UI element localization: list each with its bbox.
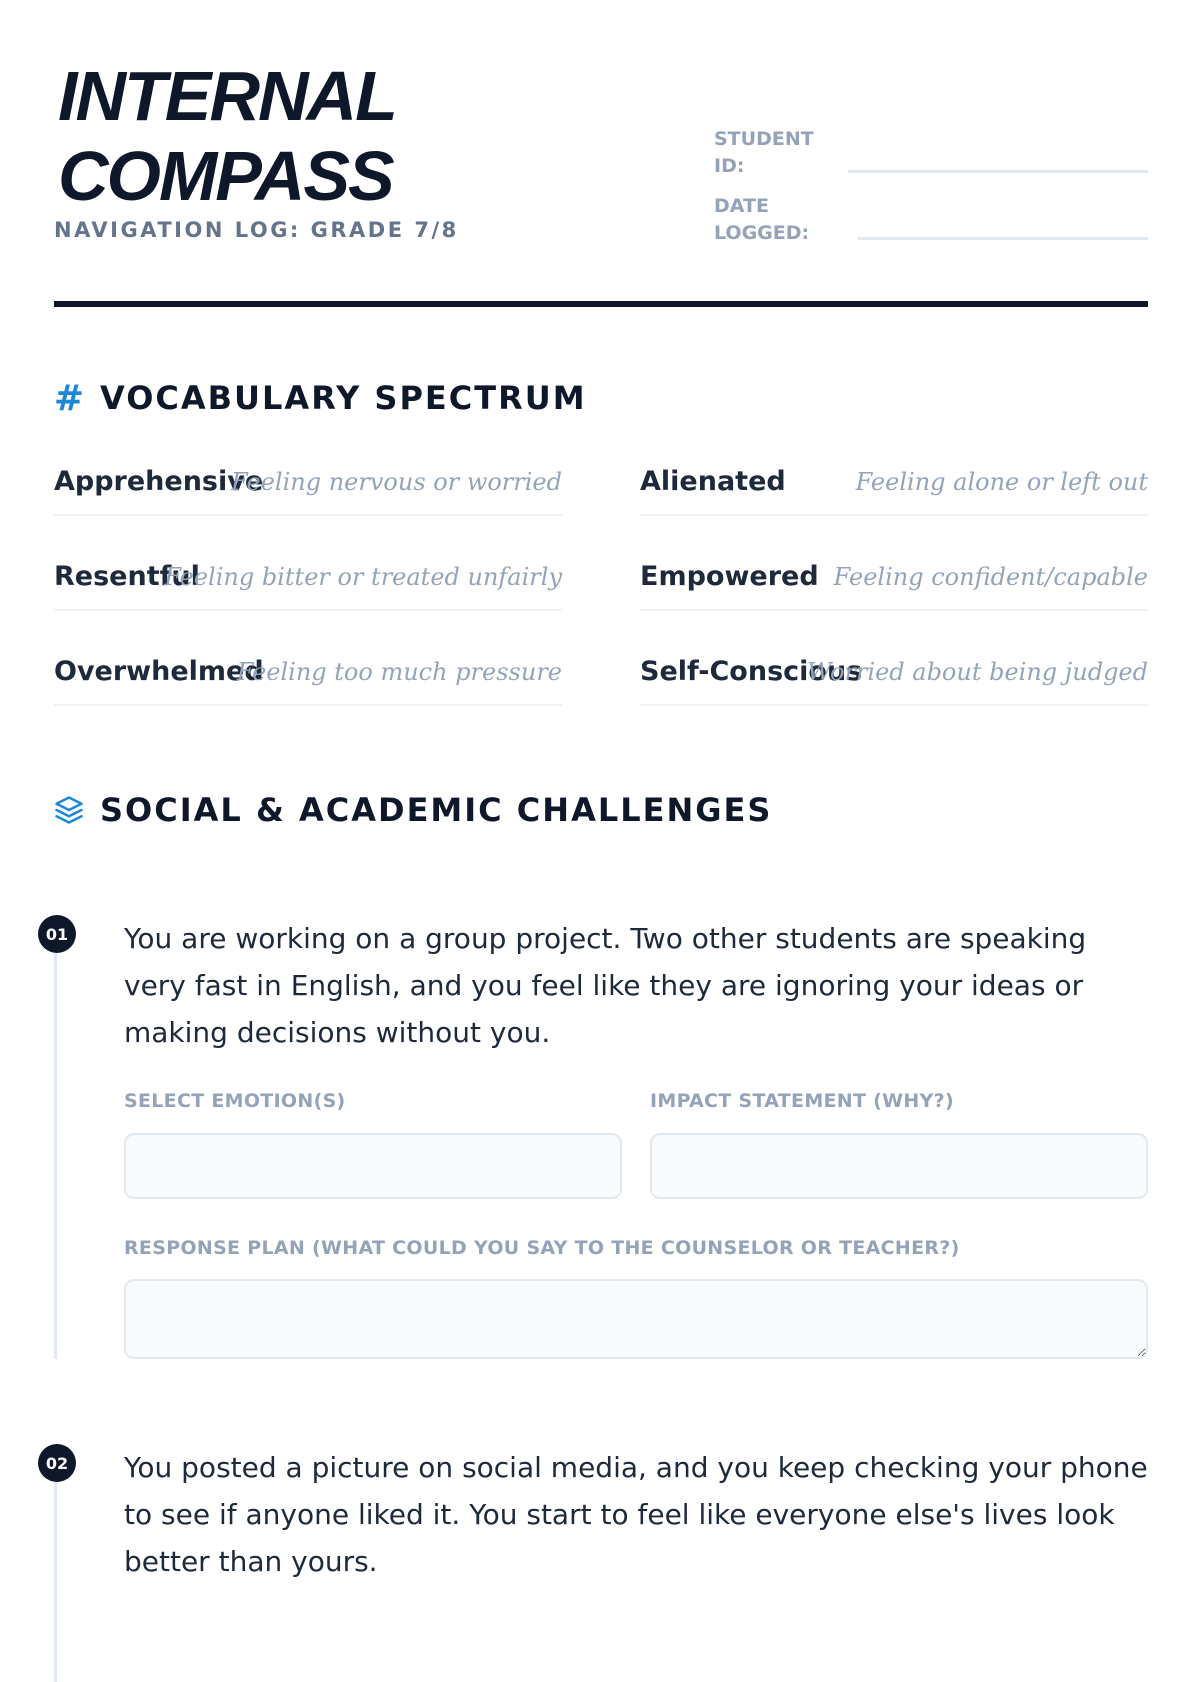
page-subtitle: NAVIGATION LOG: GRADE 7/8 bbox=[54, 218, 459, 242]
vocab-definition: Feeling too much pressure bbox=[236, 658, 562, 686]
header-divider bbox=[54, 301, 1148, 307]
vocab-term: Self-Conscious bbox=[640, 656, 863, 687]
student-id-label: STUDENT ID: bbox=[714, 128, 814, 177]
vocab-item bbox=[54, 555, 562, 611]
impact-field[interactable] bbox=[650, 1133, 1148, 1199]
vocab-definition: Feeling alone or left out bbox=[855, 468, 1148, 496]
vocab-term: Apprehensive bbox=[54, 466, 264, 497]
challenge-number-badge: 01 bbox=[38, 915, 76, 953]
timeline-line bbox=[54, 953, 57, 1359]
student-id-line[interactable] bbox=[848, 170, 1148, 173]
challenge-prompt: You are working on a group project. Two other students are speaking very fast in English, and you feel like they are ignoring your ideas or making decisions without you. bbox=[124, 922, 1087, 1049]
vocab-definition: Feeling nervous or worried bbox=[231, 468, 562, 496]
vocab-item bbox=[54, 650, 562, 706]
challenge-item bbox=[45, 1444, 1148, 1644]
vocab-term: Resentful bbox=[54, 561, 200, 592]
emotion-field-label: SELECT EMOTION(S) bbox=[124, 1090, 346, 1112]
vocab-term: Empowered bbox=[640, 561, 819, 592]
challenge-item bbox=[45, 915, 1148, 1359]
vocab-definition: Worried about being judged bbox=[806, 658, 1148, 686]
vocab-item bbox=[640, 460, 1148, 516]
impact-field-label: IMPACT STATEMENT (WHY?) bbox=[650, 1090, 954, 1112]
date-logged-line[interactable] bbox=[858, 237, 1148, 240]
hash-icon: # bbox=[53, 377, 85, 419]
vocab-definition: Feeling confident/capable bbox=[833, 563, 1148, 591]
date-logged-label: DATE LOGGED: bbox=[714, 195, 810, 244]
vocab-item bbox=[54, 460, 562, 516]
response-plan-field[interactable] bbox=[124, 1279, 1148, 1359]
vocab-item bbox=[640, 650, 1148, 706]
date-logged-row bbox=[714, 193, 1148, 249]
challenge-number-badge: 02 bbox=[38, 1444, 76, 1482]
student-id-row bbox=[714, 126, 1148, 182]
vocab-item bbox=[640, 555, 1148, 611]
challenges-section-heading bbox=[54, 790, 772, 830]
emotion-field[interactable] bbox=[124, 1133, 622, 1199]
header bbox=[54, 0, 1148, 308]
vocabulary-heading-text: VOCABULARY SPECTRUM bbox=[100, 379, 587, 417]
challenge-prompt: You posted a picture on social media, and you keep checking your phone to see if anyone liked it. You start to feel like everyone else's lives look better than yours. bbox=[124, 1451, 1148, 1578]
timeline-line bbox=[54, 1482, 57, 1682]
vocab-definition: Feeling bitter or treated unfairly bbox=[164, 563, 562, 591]
title-line-2: COMPASS bbox=[58, 137, 393, 215]
response-plan-label: RESPONSE PLAN (WHAT COULD YOU SAY TO THE COUNSELOR OR TEACHER?) bbox=[124, 1237, 960, 1259]
title-line-1: INTERNAL bbox=[58, 57, 396, 135]
challenges-heading-text: SOCIAL & ACADEMIC CHALLENGES bbox=[100, 791, 773, 829]
worksheet-page bbox=[45, 0, 1148, 1578]
vocab-term: Overwhelmed bbox=[54, 656, 264, 687]
vocab-term: Alienated bbox=[640, 466, 786, 497]
vocabulary-section-heading bbox=[54, 378, 587, 418]
layers-icon bbox=[54, 793, 84, 827]
page-title bbox=[58, 56, 396, 216]
